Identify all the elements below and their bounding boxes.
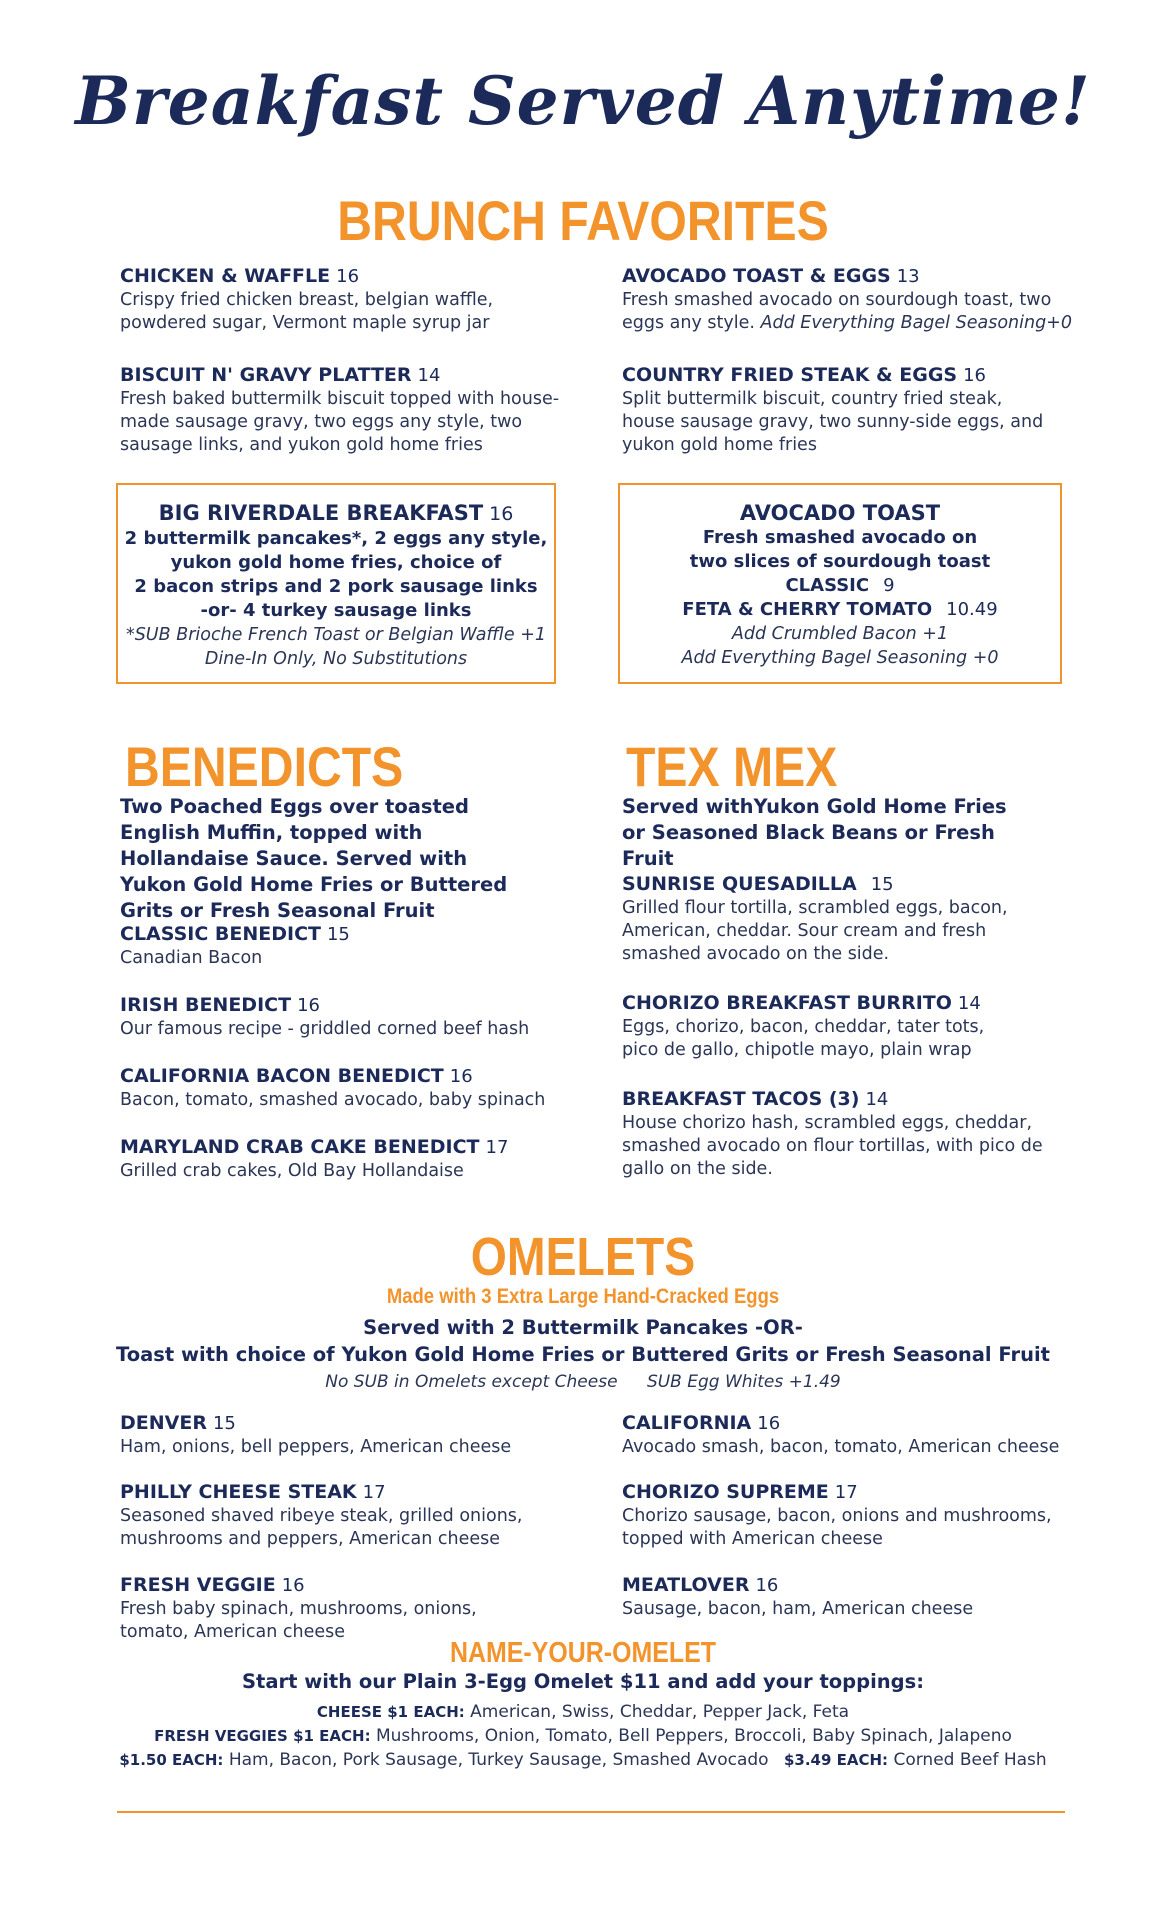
item-description: House chorizo hash, scrambled eggs, cheddar, smashed avocado on flour tortillas, with pico de gallo on the side.: [622, 1113, 1043, 1179]
item-price: 16: [963, 365, 987, 386]
item-name: FRESH VEGGIE: [120, 1574, 276, 1596]
menu-item: [622, 1087, 1062, 1181]
item-price: 17: [834, 1482, 858, 1503]
menu-item: [622, 264, 1072, 335]
item-description: Fresh baked buttermilk biscuit topped with house-made sausage gravy, two eggs any style, two sausage links, and yukon gold home fries: [120, 389, 560, 455]
box-option-price: 9: [883, 575, 895, 596]
box-line: two slices of sourdough toast: [689, 551, 991, 572]
item-price: 16: [755, 1575, 779, 1596]
item-description: Seasoned shaved ribeye steak, grilled onions, mushrooms and peppers, American cheese: [120, 1506, 523, 1549]
menu-item: [622, 872, 1037, 966]
item-price: 15: [212, 1413, 236, 1434]
item-description: Canadian Bacon: [120, 948, 263, 968]
item-name: SUNRISE QUESADILLA: [622, 873, 857, 895]
item-description: Eggs, chorizo, bacon, cheddar, tater tots, pico de gallo, chipotle mayo, plain wrap: [622, 1017, 985, 1060]
item-price: 17: [485, 1137, 509, 1158]
box-item-price: 16: [489, 503, 514, 525]
box-note: Dine-In Only, No Substitutions: [204, 649, 468, 669]
topping-list: Ham, Bacon, Pork Sausage, Turkey Sausage, Smashed Avocado: [228, 1750, 769, 1770]
box-option-price: 10.49: [946, 599, 998, 620]
box-item-name: AVOCADO TOAST: [739, 501, 941, 525]
item-description: Grilled flour tortilla, scrambled eggs, bacon, American, cheddar. Sour cream and fresh smashed avocado on the side.: [622, 898, 1008, 964]
menu-item: [120, 1411, 560, 1459]
box-line: Fresh smashed avocado on: [702, 527, 978, 548]
item-name: DENVER: [120, 1412, 207, 1434]
item-price: 16: [336, 266, 360, 287]
box-item-name: BIG RIVERDALE BREAKFAST: [158, 501, 484, 525]
box-line: -or- 4 turkey sausage links: [200, 600, 472, 621]
box-note: *SUB Brioche French Toast or Belgian Waffle +1: [125, 625, 547, 645]
item-name: CHICKEN & WAFFLE: [120, 265, 331, 287]
omelets-subtitle: Made with 3 Extra Large Hand-Cracked Eggs: [386, 1285, 780, 1308]
omelets-section-title: OMELETS: [470, 1227, 696, 1287]
item-name: CALIFORNIA: [622, 1412, 752, 1434]
item-name: CHORIZO SUPREME: [622, 1481, 829, 1503]
omelets-note: No SUB in Omelets except Cheese: [325, 1372, 618, 1392]
box-line: 2 bacon strips and 2 pork sausage links: [134, 576, 538, 597]
item-name: BREAKFAST TACOS (3): [622, 1088, 860, 1110]
menu-item: [120, 264, 560, 335]
item-name: CALIFORNIA BACON BENEDICT: [120, 1065, 444, 1087]
item-price: 16: [757, 1413, 781, 1434]
menu-item: [120, 1064, 560, 1112]
item-price: 16: [281, 1575, 305, 1596]
menu-item: [622, 991, 1022, 1062]
topping-list: Mushrooms, Onion, Tomato, Bell Peppers, Broccoli, Baby Spinach, Jalapeno: [375, 1726, 1012, 1746]
topping-label: $1.50 EACH:: [119, 1751, 224, 1769]
item-name: AVOCADO TOAST & EGGS: [622, 265, 891, 287]
texmex-section-title: TEX MEX: [626, 735, 838, 798]
omelets-served-line: Toast with choice of Yukon Gold Home Fries or Buttered Grits or Fresh Seasonal Fruit: [116, 1343, 1050, 1366]
box-line: 2 buttermilk pancakes*, 2 eggs any style,: [124, 528, 548, 549]
menu-item: [120, 363, 560, 457]
item-description: Split buttermilk biscuit, country fried steak, house sausage gravy, two sunny-side eggs, and yukon gold home fries: [622, 389, 1044, 455]
item-price: 16: [297, 995, 320, 1016]
item-price: 14: [417, 365, 441, 386]
menu-item: [622, 1480, 1067, 1551]
item-price: 16: [449, 1066, 473, 1087]
topping-list: American, Swiss, Cheddar, Pepper Jack, Feta: [470, 1702, 850, 1722]
name-your-omelet-intro: Start with our Plain 3-Egg Omelet $11 and add your toppings:: [241, 1670, 925, 1693]
menu-item: [622, 1573, 1062, 1621]
item-price: 15: [870, 874, 894, 895]
item-description: Crispy fried chicken breast, belgian waffle, powdered sugar, Vermont maple syrup jar: [120, 290, 494, 333]
item-name: MARYLAND CRAB CAKE BENEDICT: [120, 1136, 480, 1158]
menu-item: [120, 1480, 530, 1551]
box-option-name: FETA & CHERRY TOMATO: [682, 599, 933, 620]
topping-label: CHEESE $1 EACH:: [316, 1703, 465, 1721]
benedicts-section-title: BENEDICTS: [125, 735, 404, 798]
item-name: BISCUIT N' GRAVY PLATTER: [120, 364, 412, 386]
item-name: MEATLOVER: [622, 1574, 750, 1596]
item-name: IRISH BENEDICT: [120, 994, 292, 1016]
benedicts-intro: Two Poached Eggs over toasted English Muffin, topped with Hollandaise Sauce. Served with Yukon Gold Home Fries or Buttered Grits or Fresh Seasonal Fruit: [120, 795, 508, 922]
featured-box-big-riverdale: [116, 483, 556, 684]
item-description: Avocado smash, bacon, tomato, American cheese: [622, 1437, 1060, 1457]
brunch-section-title: BRUNCH FAVORITES: [337, 189, 829, 252]
menu-item: [120, 922, 560, 970]
item-name: PHILLY CHEESE STEAK: [120, 1481, 357, 1503]
box-line: yukon gold home fries, choice of: [170, 552, 502, 573]
item-name: CHORIZO BREAKFAST BURRITO: [622, 992, 952, 1014]
omelets-served-line: Served with 2 Buttermilk Pancakes -OR-: [363, 1316, 803, 1339]
omelets-note: SUB Egg Whites +1.49: [646, 1372, 841, 1392]
topping-list: Corned Beef Hash: [893, 1750, 1047, 1770]
item-price: 14: [957, 993, 981, 1014]
item-price: 17: [362, 1482, 386, 1503]
menu-item: [622, 1411, 1062, 1459]
item-note: Add Everything Bagel Seasoning+0: [760, 313, 1072, 333]
item-description: Fresh smashed avocado on sourdough toast, two eggs any style.: [622, 290, 1052, 333]
item-name: COUNTRY FRIED STEAK & EGGS: [622, 364, 958, 386]
name-your-omelet-title: NAME-YOUR-OMELET: [449, 1637, 717, 1669]
item-price: 15: [326, 924, 350, 945]
menu-item: [622, 363, 1052, 457]
menu-item: [120, 993, 560, 1041]
item-price: 14: [865, 1089, 889, 1110]
box-note: Add Everything Bagel Seasoning +0: [681, 648, 999, 668]
item-description: Our famous recipe - griddled corned beef hash: [120, 1019, 530, 1039]
topping-label: FRESH VEGGIES $1 EACH:: [154, 1727, 371, 1745]
menu-item: [120, 1135, 560, 1183]
item-price: 13: [896, 266, 920, 287]
menu-item: [120, 1573, 500, 1644]
item-description: Bacon, tomato, smashed avocado, baby spinach: [120, 1090, 546, 1110]
item-description: Grilled crab cakes, Old Bay Hollandaise: [120, 1161, 464, 1181]
featured-box-avocado-toast: [618, 483, 1062, 684]
page-title: Breakfast Served Anytime!: [75, 62, 1091, 140]
item-description: Fresh baby spinach, mushrooms, onions, tomato, American cheese: [120, 1599, 477, 1642]
topping-label: $3.49 EACH:: [783, 1751, 889, 1769]
item-description: Sausage, bacon, ham, American cheese: [622, 1599, 974, 1619]
item-name: CLASSIC BENEDICT: [120, 923, 321, 945]
box-note: Add Crumbled Bacon +1: [731, 624, 949, 644]
item-description: Chorizo sausage, bacon, onions and mushrooms, topped with American cheese: [622, 1506, 1052, 1549]
box-option-name: CLASSIC: [785, 575, 870, 596]
bottom-divider: [117, 1811, 1065, 1813]
texmex-intro: Served withYukon Gold Home Fries or Seasoned Black Beans or Fresh Fruit: [622, 795, 1007, 870]
item-description: Ham, onions, bell peppers, American cheese: [120, 1437, 512, 1457]
